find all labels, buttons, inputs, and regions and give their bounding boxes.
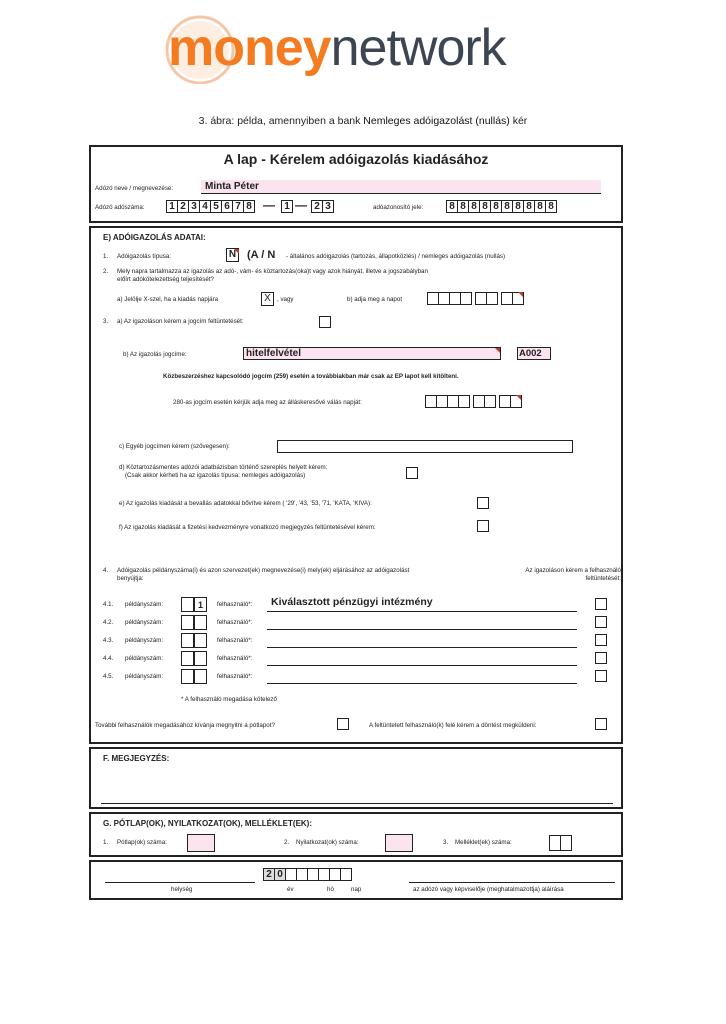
q1-num: 1. [103, 253, 109, 260]
show-user-checkbox[interactable] [595, 634, 607, 646]
taxid-digit[interactable]: 8 [468, 200, 480, 213]
copy-count-box-1[interactable] [181, 615, 194, 630]
user-line[interactable] [267, 629, 577, 630]
qf-checkbox[interactable] [477, 520, 489, 532]
q3b-code[interactable]: A002 [517, 347, 551, 360]
g2-field[interactable] [385, 834, 413, 852]
copy-num: 4.3. [103, 637, 114, 644]
show-user-checkbox[interactable] [595, 652, 607, 664]
q2-label: Mely napra tartalmazza az igazolás az adó-, vám- és köztartozás(oka)t vagy azok hiányát, illetve a jogszabályban előírt adókötelezettség teljesítését? [117, 268, 428, 283]
taxid-digit[interactable]: 8 [523, 200, 535, 213]
q3b-field[interactable] [243, 347, 501, 360]
qe-checkbox[interactable] [477, 497, 489, 509]
user-line[interactable] [267, 665, 577, 666]
taxnum-part2[interactable] [281, 200, 292, 213]
header-frame: A lap - Kérelem adóigazolás kiadásához Adózó neve / megnevezése: Minta Péter Adózó adószáma: 1 2 3 4 5 6 7 8 — 1 — 2 3 adóazonosító jele: 8 8 8 8 8 8 8 8 8 8 [89, 145, 623, 223]
taxnum-digit[interactable]: 6 [221, 200, 233, 213]
copy-count-box-2[interactable]: 1 [194, 597, 207, 612]
user-label: felhasználó*: [217, 619, 253, 626]
logo-text-money: money [168, 19, 331, 77]
caption-bold: Nemleges adóigazolást (nullás) [363, 115, 510, 127]
taxnum-part3[interactable] [311, 200, 333, 213]
q4-label: Adóigazolás példányszáma(i) és azon szervezet(ek) megnevezése(i) mely(ek) eljárásához az adóigazolást benyújtja: [117, 567, 410, 582]
taxid-digit[interactable]: 8 [501, 200, 513, 213]
name-label: Adózó neve / megnevezése: [95, 185, 174, 192]
copy-num: 4.1. [103, 601, 114, 608]
month-label: hó [327, 886, 334, 893]
q2a-label: a) Jelölje X-szel, ha a kiadás napjára [117, 296, 219, 303]
g1-field[interactable] [187, 834, 215, 852]
qd-checkbox[interactable] [406, 467, 418, 479]
taxid-digit[interactable]: 8 [490, 200, 502, 213]
q3-note: Közbeszerzéshez kapcsolódó jogcím (259) esetén a továbbiakban már csak az EP lapot kell kitölteni. [163, 373, 459, 380]
copy-count-box-1[interactable] [181, 597, 194, 612]
user-line[interactable] [267, 683, 577, 684]
taxnum-digit[interactable]: 8 [243, 200, 255, 213]
user-label: felhasználó*: [217, 673, 253, 680]
more-users-label: További felhasználók megadásához kívánja megnyitni a pótlapot? [95, 722, 275, 729]
taxnum-digit[interactable]: 2 [311, 200, 323, 213]
figure-caption [0, 115, 726, 127]
user-value: Kiválasztott pénzügyi intézmény [271, 596, 433, 608]
taxnum-label: Adózó adószáma: [95, 204, 145, 211]
user-label: felhasználó*: [217, 655, 253, 662]
copy-count-box-1[interactable] [181, 651, 194, 666]
copy-label: példányszám: [125, 673, 164, 680]
g3-boxes[interactable] [549, 835, 571, 851]
sig-date-boxes[interactable] [263, 868, 351, 881]
q3-num: 3. [103, 318, 109, 325]
taxid-digit[interactable]: 8 [512, 200, 524, 213]
q3b-label: b) Az igazolás jogcíme: [123, 351, 187, 358]
g2-label: Nyilatkozat(ok) száma: [296, 839, 359, 846]
taxid-digit[interactable]: 8 [457, 200, 469, 213]
caption-suffix: kér [509, 115, 528, 127]
q2b-date-boxes[interactable] [427, 292, 523, 305]
g3-num: 3. [443, 839, 449, 846]
sign-line[interactable] [409, 882, 615, 883]
q4-num: 4. [103, 567, 109, 574]
caption-prefix: 3. ábra: példa, amennyiben a bank [198, 115, 364, 127]
copy-label: példányszám: [125, 655, 164, 662]
q3a-label: a) Az igazoláson kérem a jogcím feltüntetését: [117, 318, 244, 325]
section-g-title: G. PÓTLAP(OK), NYILATKOZAT(OK), MELLÉKLET(EK): [103, 819, 313, 828]
qc-label: c) Egyéb jogcímen kérem (szövegesen): [119, 443, 230, 450]
q280-date-boxes[interactable] [425, 395, 521, 408]
taxid-label: adóazonosító jele: [373, 204, 424, 211]
g3-label: Melléklet(ek) száma: [455, 839, 512, 846]
place-label: helység [171, 886, 193, 893]
g2-num: 2. [284, 839, 290, 846]
taxid-digit[interactable]: 8 [479, 200, 491, 213]
logo-text-network: network [330, 19, 506, 77]
q2a-checkbox[interactable]: X [261, 292, 274, 306]
show-user-checkbox[interactable] [595, 598, 607, 610]
taxid-digit[interactable]: 8 [446, 200, 458, 213]
name-value: Minta Péter [205, 181, 259, 192]
q4-right-label: Az igazoláson kérem a felhasználó feltüntetését: [525, 567, 621, 582]
qc-field[interactable] [277, 440, 573, 453]
send-decision-checkbox[interactable] [595, 718, 607, 730]
send-decision-label: A feltüntetett felhasználó(k) felé kérem a döntést megküldeni: [369, 722, 537, 729]
copy-label: példányszám: [125, 601, 164, 608]
q3a-checkbox[interactable] [319, 316, 331, 328]
copy-count-box-2[interactable] [194, 651, 207, 666]
q1-desc: - általános adóigazolás (tartozás, állapotközlés) / nemleges adóigazolás (nullás) [286, 253, 506, 260]
footnote: * A felhasználó megadása kötelező [181, 696, 277, 703]
section-e-frame [89, 226, 623, 744]
q1-label: Adóigazolás típusa: [117, 253, 172, 260]
taxnum-digit[interactable]: 3 [322, 200, 334, 213]
copy-count-box-2[interactable] [194, 615, 207, 630]
user-line[interactable] [267, 611, 577, 612]
qd-label: d) Köztartozásmentes adózói adatbázisban történő szereplés helyett kérem: [119, 464, 328, 471]
taxnum-digit[interactable]: 2 [177, 200, 189, 213]
user-label: felhasználó*: [217, 637, 253, 644]
section-f-title: F. MEGJEGYZÉS: [103, 754, 170, 763]
q1-type-box[interactable]: N [226, 248, 239, 262]
q3b-value: hitelfelvétel [246, 348, 302, 359]
user-line[interactable] [267, 647, 577, 648]
q2b-label: b) adja meg a napot [347, 296, 403, 303]
taxnum-part1[interactable] [166, 200, 254, 213]
sig-date-digit[interactable] [340, 868, 352, 881]
q2-num: 2. [103, 268, 109, 275]
copy-num: 4.4. [103, 655, 114, 662]
show-user-checkbox[interactable] [595, 616, 607, 628]
taxnum-digit[interactable]: 7 [232, 200, 244, 213]
place-line[interactable] [105, 882, 255, 883]
qd-sub: (Csak akkor kérheti ha az igazolás típusa: nemleges adóigazolás) [125, 472, 306, 479]
taxnum-digit[interactable]: 5 [210, 200, 222, 213]
taxid-digit[interactable]: 8 [534, 200, 546, 213]
copy-num: 4.5. [103, 673, 114, 680]
sig-date-digit[interactable]: 2 [263, 868, 275, 881]
q280-label: 280-as jogcím esetén kérjük adja meg az álláskeresővé válás napját: [173, 399, 362, 406]
section-g-frame [89, 812, 623, 857]
section-e-title: E) ADÓIGAZOLÁS ADATAI: [103, 233, 206, 242]
g1-num: 1. [103, 839, 109, 846]
copy-count-box-1[interactable] [181, 669, 194, 684]
q1-an: (A / N [247, 249, 276, 261]
day-label: nap [351, 886, 362, 893]
remark-line[interactable] [101, 803, 613, 804]
copy-num: 4.2. [103, 619, 114, 626]
form-title: A lap - Kérelem adóigazolás kiadásához [223, 151, 489, 167]
section-f-frame [89, 747, 623, 809]
user-label: felhasználó*: [217, 601, 253, 608]
sign-label: az adózó vagy képviselője (meghatalmazottja) aláírása [413, 886, 564, 893]
taxnum-digit[interactable]: 1 [281, 200, 293, 213]
year-label: év [287, 886, 294, 893]
q2a-or: , vagy [277, 296, 294, 303]
copy-count-box-2[interactable] [194, 633, 207, 648]
qf-label: f) Az igazolás kiadását a fizetési kedvezményre vonatkozó megjegyzés feltüntetésével kérem: [119, 524, 376, 531]
taxnum-digit[interactable]: 4 [199, 200, 211, 213]
more-users-checkbox[interactable] [337, 718, 349, 730]
taxid-boxes[interactable] [446, 200, 556, 213]
copy-count-box-2[interactable] [194, 669, 207, 684]
copy-count-box-1[interactable] [181, 633, 194, 648]
name-field[interactable] [201, 180, 601, 194]
moneynetwork-logo [160, 14, 580, 84]
sig-date-digit[interactable]: 0 [274, 868, 286, 881]
g1-label: Pótlap(ok) száma: [117, 839, 167, 846]
taxid-digit[interactable]: 8 [545, 200, 557, 213]
taxnum-digit[interactable]: 3 [188, 200, 200, 213]
taxnum-digit[interactable]: 1 [166, 200, 178, 213]
signature-frame [89, 860, 623, 900]
copy-label: példányszám: [125, 637, 164, 644]
copy-label: példányszám: [125, 619, 164, 626]
qe-label: e) Az igazolás kiadását a bevallás adatokkal bővítve kérem ( '29', '43, '53, '71, 'KATA, 'KIVA): [119, 500, 372, 507]
show-user-checkbox[interactable] [595, 670, 607, 682]
